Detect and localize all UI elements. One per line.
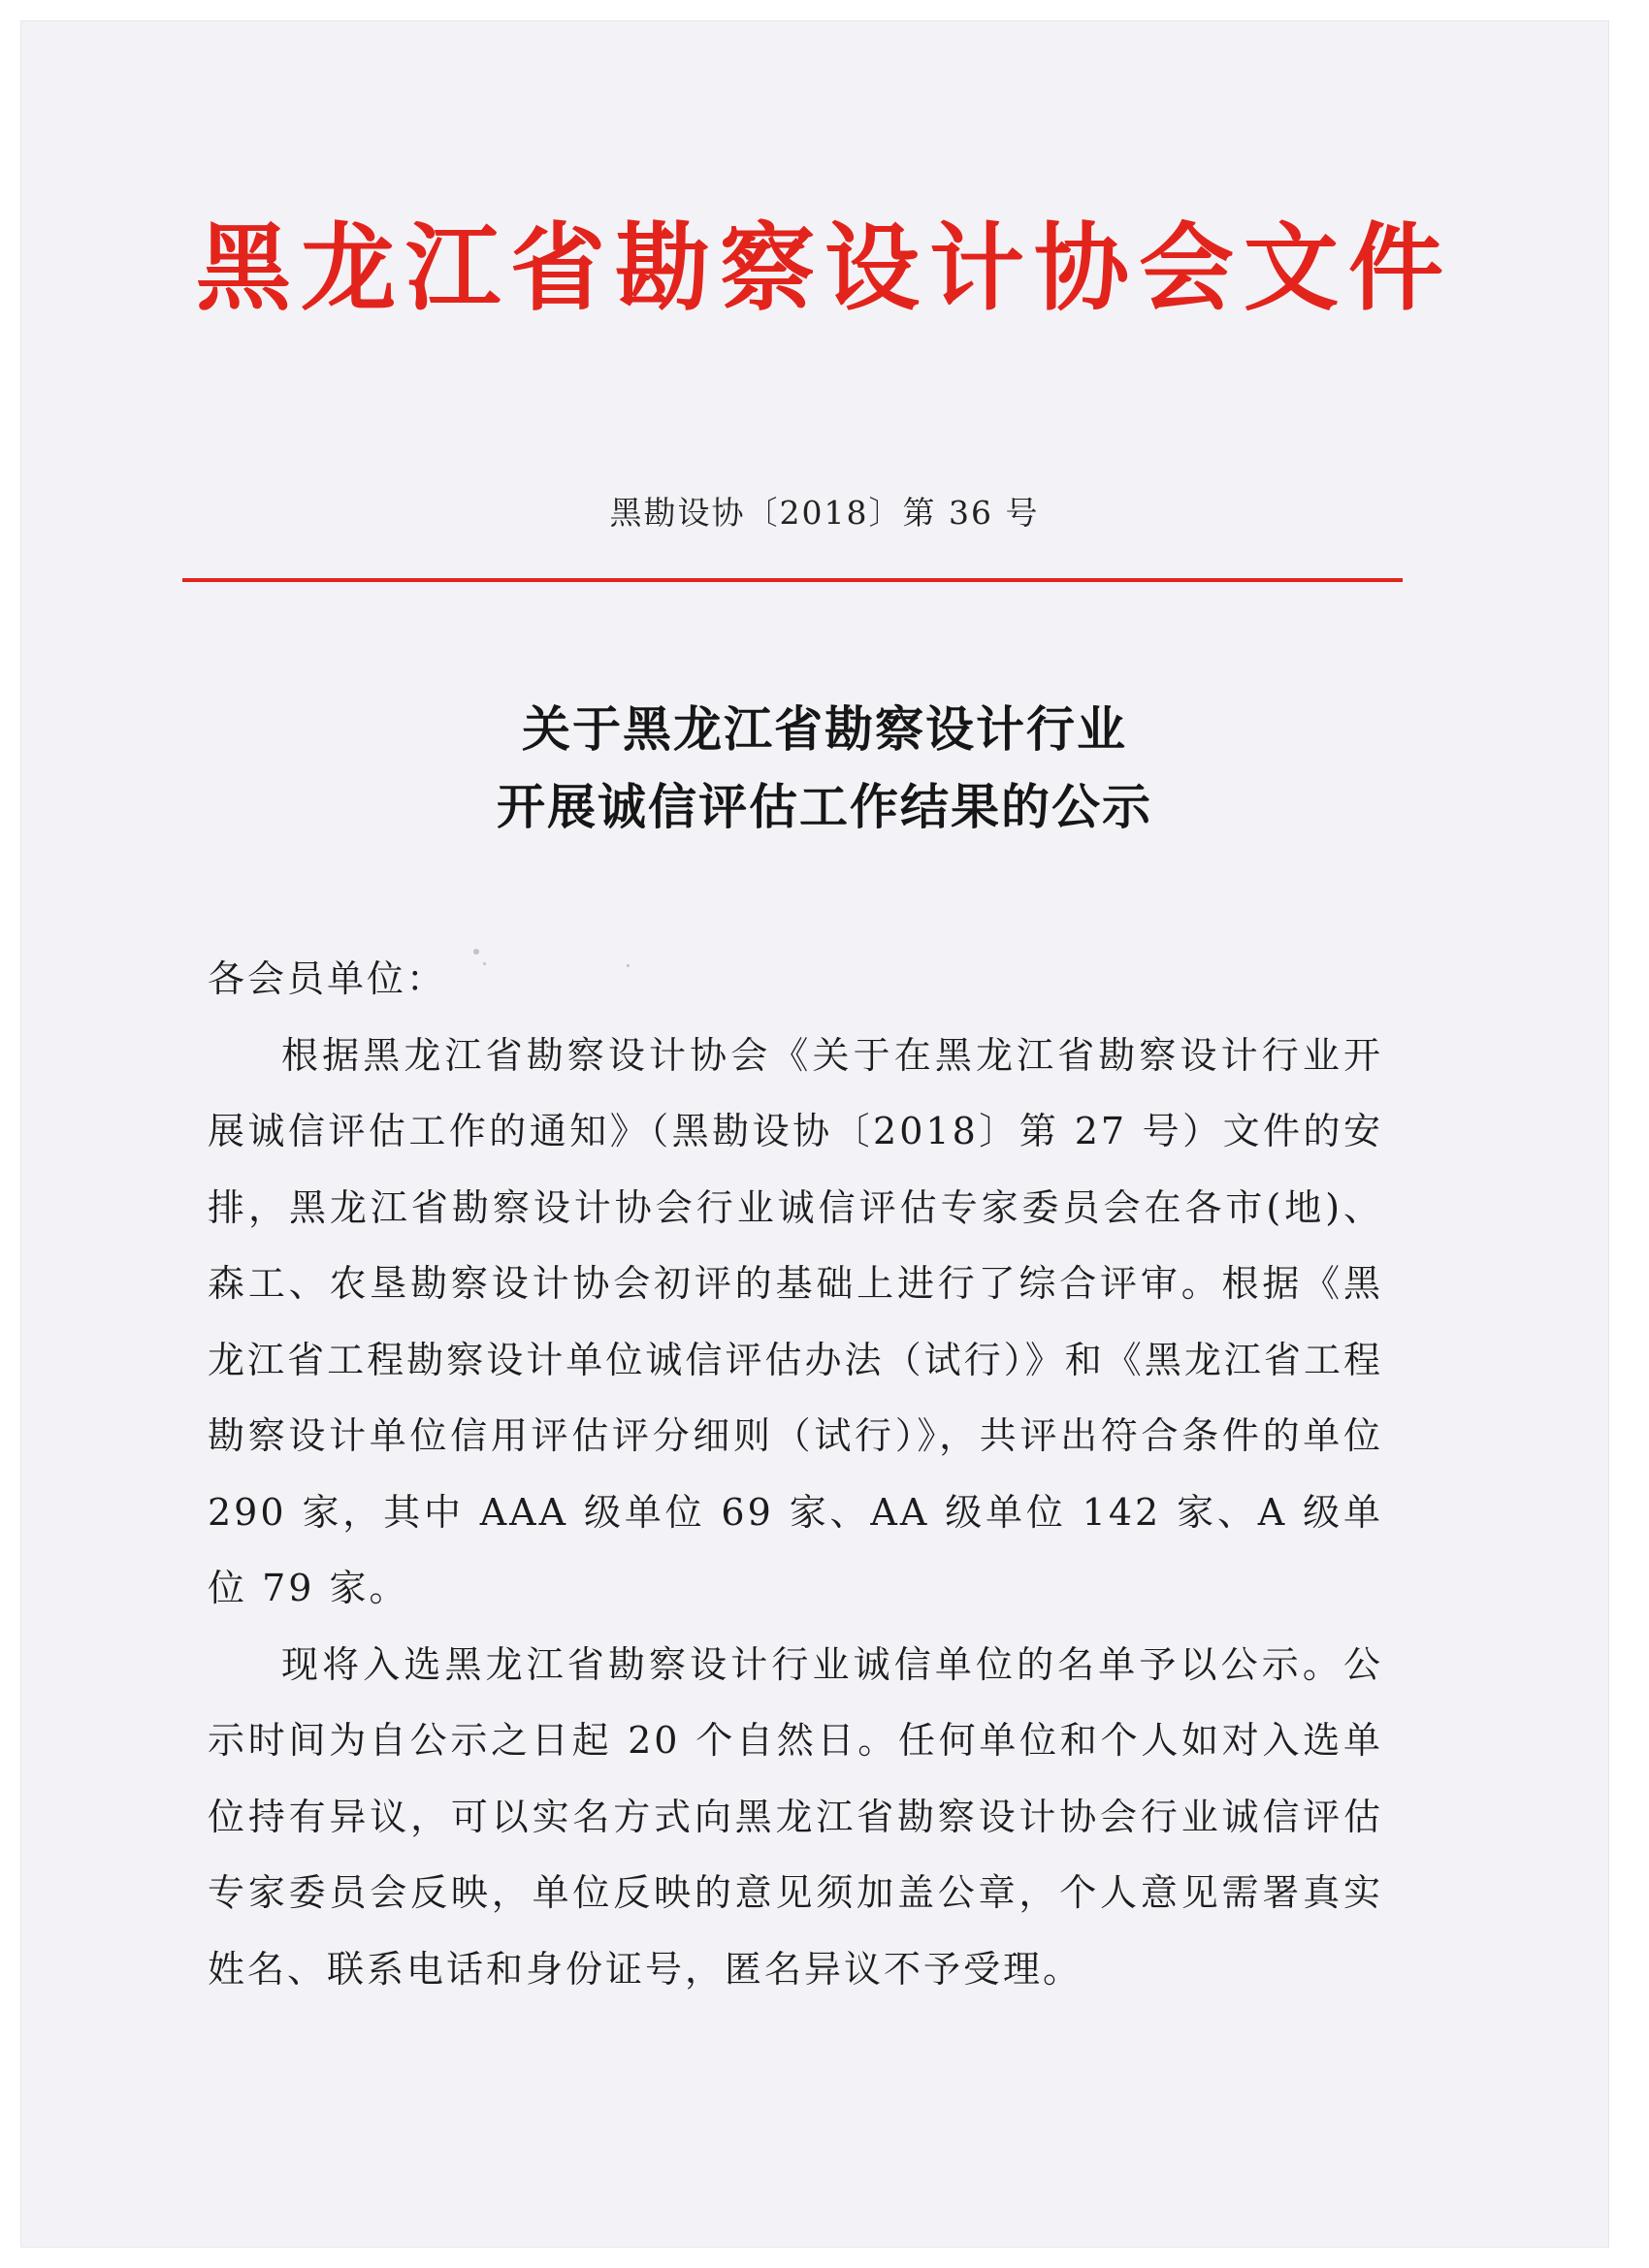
salutation: 各会员单位： [208, 957, 447, 1000]
red-divider-line [182, 578, 1403, 582]
document-title [0, 691, 1649, 846]
body-paragraph-1: 根据黑龙江省勘察设计协会《关于在黑龙江省勘察设计行业开展诚信评估工作的通知》（黑勘设协〔2018〕第 27 号）文件的安排，黑龙江省勘察设计协会行业诚信评估专家委员会在各市(地)、森工、农垦勘察设计协会初评的基础上进行了综合评审。根据《黑龙江省工程勘察设计单位诚信评估办法（试行）》和《黑龙江省工程勘察设计单位信用评估评分细则（试行）》，共评出符合条件的单位 290 家，其中 AAA 级单位 69 家、AA 级单位 142 家、A 级单位 79 家。 [208, 1033, 1383, 1609]
title-line-1: 关于黑龙江省勘察设计行业 [522, 701, 1127, 758]
scan-speck [483, 962, 486, 965]
document-body [208, 941, 1383, 2007]
body-paragraph-2: 现将入选黑龙江省勘察设计行业诚信单位的名单予以公示。公示时间为自公示之日起 20 个自然日。任何单位和个人如对入选单位持有异议，可以实名方式向黑龙江省勘察设计协会行业诚信评估专家委员会反映，单位反映的意见须加盖公章，个人意见需署真实姓名、联系电话和身份证号，匿名异议不予受理。 [208, 1642, 1383, 1991]
scan-speck [473, 949, 479, 955]
document-number: 黑勘设协〔2018〕第 36 号 [609, 494, 1040, 532]
document-heading: 黑龙江省勘察设计协会文件 [195, 212, 1453, 324]
scan-speck [627, 964, 630, 967]
title-line-2: 开展诚信评估工作结果的公示 [497, 779, 1152, 835]
